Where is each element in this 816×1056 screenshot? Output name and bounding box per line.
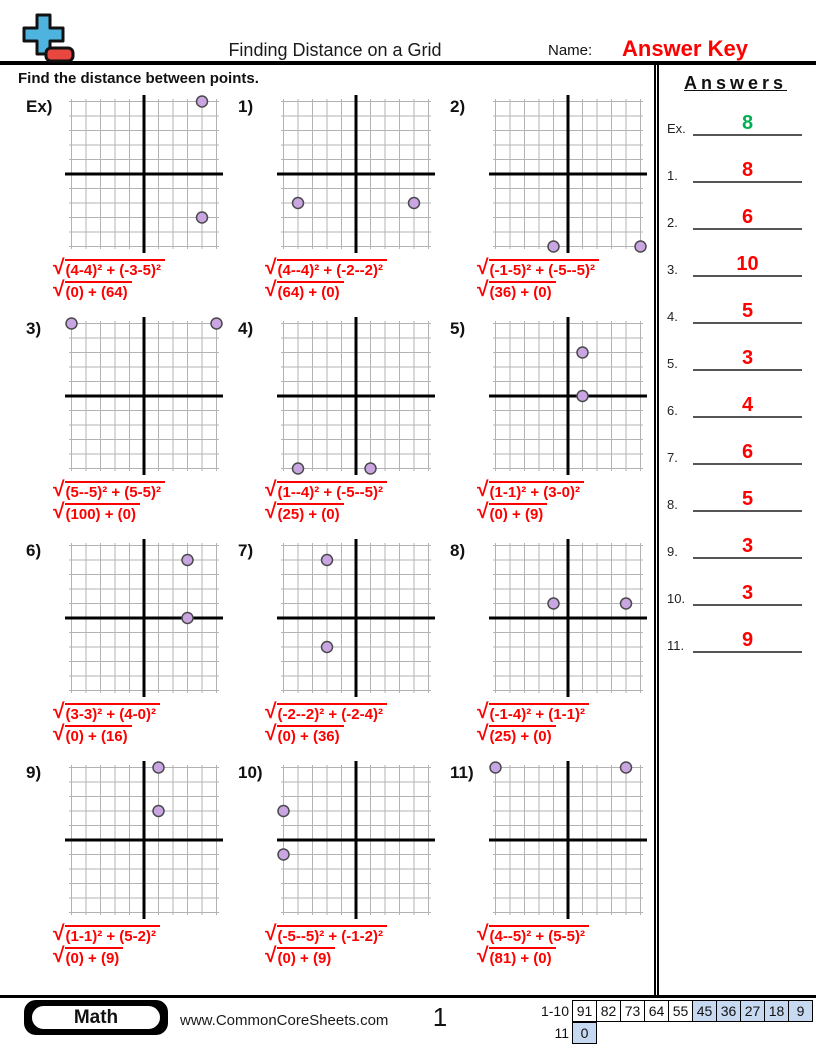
instruction-text: Find the distance between points. xyxy=(18,70,259,87)
problem-label: 4) xyxy=(238,319,254,338)
answer-value: 3 xyxy=(741,582,754,604)
grid-point xyxy=(293,463,304,474)
answer-blank-line xyxy=(693,207,802,230)
problem-5 xyxy=(444,317,654,539)
grid-point xyxy=(197,96,208,107)
radical-sign: √ xyxy=(477,500,489,524)
score-row-label: 11 xyxy=(554,1025,569,1041)
radical-sign: √ xyxy=(53,722,65,746)
answer-row-7 xyxy=(667,441,802,465)
distance-formula-step1: √ (1-1)² + (3-0)² xyxy=(477,481,584,501)
coordinate-grid xyxy=(277,317,435,475)
subject-label: Math xyxy=(30,1004,162,1031)
radical-sign: √ xyxy=(53,944,65,968)
radical-sign: √ xyxy=(265,922,277,945)
radical-sign: √ xyxy=(265,944,277,968)
problem-2 xyxy=(444,95,654,317)
distance-formula-step2: √ (0) + (16) xyxy=(53,725,132,745)
answer-row-2 xyxy=(667,206,802,230)
radical-sign: √ xyxy=(477,256,489,279)
radical-sign: √ xyxy=(265,500,277,524)
website-url: www.CommonCoreSheets.com xyxy=(180,1012,389,1029)
problem-label: 2) xyxy=(450,97,466,116)
grid-point xyxy=(278,806,289,817)
score-cell: 36 xyxy=(716,1000,741,1022)
radical-sign: √ xyxy=(477,278,489,302)
answers-list xyxy=(665,112,806,653)
answer-row-9 xyxy=(667,535,802,559)
grid-point xyxy=(409,198,420,209)
problem-label: Ex) xyxy=(26,97,53,116)
problem-3 xyxy=(20,317,232,539)
problem-11 xyxy=(444,761,654,983)
distance-formula-step1: √ (4--5)² + (5-5)² xyxy=(477,925,589,945)
score-row xyxy=(531,1022,813,1044)
answer-label: 5. xyxy=(667,356,678,371)
distance-formula-step1: √ (1--4)² + (-5--5)² xyxy=(265,481,387,501)
problem-label: 7) xyxy=(238,541,254,560)
distance-formula-step1: √ (-2--2)² + (-2-4)² xyxy=(265,703,387,723)
answer-label: 2. xyxy=(667,215,678,230)
answer-row-1 xyxy=(667,159,802,183)
score-table xyxy=(531,1000,813,1044)
answer-row-3 xyxy=(667,253,802,277)
answer-row-Ex xyxy=(667,112,802,136)
problem-1 xyxy=(232,95,444,317)
distance-formula-step1: √ (-5--5)² + (-1-2)² xyxy=(265,925,387,945)
distance-formula-step1: √ (3-3)² + (4-0)² xyxy=(53,703,160,723)
answer-row-11 xyxy=(667,629,802,653)
answer-blank-line xyxy=(693,301,802,324)
problem-6 xyxy=(20,539,232,761)
problem-4 xyxy=(232,317,444,539)
problem-label: 6) xyxy=(26,541,42,560)
score-cell: 73 xyxy=(620,1000,645,1022)
grid-point xyxy=(548,241,559,252)
radical-sign: √ xyxy=(265,700,277,723)
radical-sign: √ xyxy=(477,922,489,945)
header xyxy=(0,0,816,65)
distance-formula-step2: √ (0) + (9) xyxy=(265,947,335,967)
distance-formula-step1: √ (-1-4)² + (1-1)² xyxy=(477,703,589,723)
footer xyxy=(0,995,816,1042)
score-row xyxy=(531,1000,813,1022)
score-cell: 0 xyxy=(572,1022,597,1044)
answer-value: 10 xyxy=(736,253,759,275)
distance-formula-step2: √ (64) + (0) xyxy=(265,281,344,301)
answer-blank-line xyxy=(693,395,802,418)
grid-point xyxy=(322,555,333,566)
answer-key-label: Answer Key xyxy=(622,36,748,61)
score-cell: 9 xyxy=(788,1000,813,1022)
problem-label: 11) xyxy=(450,763,474,782)
score-cell: 45 xyxy=(692,1000,717,1022)
grid-point xyxy=(211,318,222,329)
problem-label: 1) xyxy=(238,97,254,116)
radical-sign: √ xyxy=(265,256,277,279)
answer-label: 9. xyxy=(667,544,678,559)
grid-point xyxy=(621,598,632,609)
answer-blank-line xyxy=(693,583,802,606)
answer-blank-line xyxy=(693,442,802,465)
radical-sign: √ xyxy=(53,500,65,524)
answer-value: 8 xyxy=(741,159,754,181)
distance-formula-step2: √ (25) + (0) xyxy=(477,725,556,745)
coordinate-grid xyxy=(489,95,647,253)
answer-blank-line xyxy=(693,348,802,371)
grid-point xyxy=(182,613,193,624)
distance-formula-step2: √ (100) + (0) xyxy=(53,503,140,523)
distance-formula-step1: √ (4-4)² + (-3-5)² xyxy=(53,259,165,279)
page-title: Finding Distance on a Grid xyxy=(228,40,442,60)
distance-formula-step1: √ (4--4)² + (-2--2)² xyxy=(265,259,387,279)
answer-row-4 xyxy=(667,300,802,324)
grid-point xyxy=(635,241,646,252)
grid-point xyxy=(182,555,193,566)
grid-point xyxy=(365,463,376,474)
problems-grid xyxy=(20,95,654,983)
answer-value: 6 xyxy=(741,206,754,228)
distance-formula-step1: √ (1-1)² + (5-2)² xyxy=(53,925,160,945)
distance-formula-step1: √ (-1-5)² + (-5--5)² xyxy=(477,259,599,279)
answer-blank-line xyxy=(693,630,802,653)
radical-sign: √ xyxy=(265,722,277,746)
grid-point xyxy=(548,598,559,609)
radical-sign: √ xyxy=(477,700,489,723)
problem-10 xyxy=(232,761,444,983)
grid-point xyxy=(66,318,77,329)
grid-point xyxy=(322,642,333,653)
answer-label: 8. xyxy=(667,497,678,512)
coordinate-grid xyxy=(65,539,223,697)
score-cell: 55 xyxy=(668,1000,693,1022)
page-number: 1 xyxy=(432,1002,448,1032)
answer-label: 6. xyxy=(667,403,678,418)
answers-title: Answers xyxy=(683,73,788,93)
answers-panel xyxy=(654,65,816,997)
grid-point xyxy=(293,198,304,209)
grid-point xyxy=(278,849,289,860)
coordinate-grid xyxy=(277,539,435,697)
coordinate-grid xyxy=(65,761,223,919)
radical-sign: √ xyxy=(265,278,277,302)
answer-value: 3 xyxy=(741,347,754,369)
answer-value: 5 xyxy=(741,488,754,510)
grid-point xyxy=(621,762,632,773)
distance-formula-step2: √ (0) + (36) xyxy=(265,725,344,745)
grid-point xyxy=(197,212,208,223)
grid-point xyxy=(153,806,164,817)
answer-label: Ex. xyxy=(667,121,686,136)
answer-value: 8 xyxy=(741,112,754,134)
score-cell: 91 xyxy=(572,1000,597,1022)
answer-value: 3 xyxy=(741,535,754,557)
problem-label: 10) xyxy=(238,763,263,782)
distance-formula-step2: √ (0) + (9) xyxy=(53,947,123,967)
answer-blank-line xyxy=(693,536,802,559)
coordinate-grid xyxy=(277,95,435,253)
answer-blank-line xyxy=(693,489,802,512)
score-cell: 82 xyxy=(596,1000,621,1022)
answer-label: 3. xyxy=(667,262,678,277)
answer-value: 9 xyxy=(741,629,754,651)
grid-point xyxy=(490,762,501,773)
coordinate-grid xyxy=(489,317,647,475)
answer-value: 5 xyxy=(741,300,754,322)
answer-label: 11. xyxy=(667,638,685,653)
answer-value: 6 xyxy=(741,441,754,463)
radical-sign: √ xyxy=(265,478,277,501)
distance-formula-step1: √ (5--5)² + (5-5)² xyxy=(53,481,165,501)
distance-formula-step2: √ (36) + (0) xyxy=(477,281,556,301)
coordinate-grid xyxy=(65,317,223,475)
coordinate-grid xyxy=(489,539,647,697)
grid-point xyxy=(577,347,588,358)
plus-minus-icon xyxy=(16,12,78,69)
score-cell: 64 xyxy=(644,1000,669,1022)
problem-9 xyxy=(20,761,232,983)
answer-row-6 xyxy=(667,394,802,418)
answer-label: 10. xyxy=(667,591,686,606)
problem-label: 5) xyxy=(450,319,466,338)
subject-badge xyxy=(24,1000,168,1035)
answer-row-5 xyxy=(667,347,802,371)
radical-sign: √ xyxy=(477,722,489,746)
answer-blank-line xyxy=(693,113,802,136)
radical-sign: √ xyxy=(53,478,65,501)
score-row-label: 1-10 xyxy=(540,1003,569,1019)
score-cell: 27 xyxy=(740,1000,765,1022)
answer-row-10 xyxy=(667,582,802,606)
problem-label: 9) xyxy=(26,763,42,782)
problem-Ex xyxy=(20,95,232,317)
radical-sign: √ xyxy=(477,478,489,501)
problem-8 xyxy=(444,539,654,761)
answer-value: 4 xyxy=(741,394,754,416)
coordinate-grid xyxy=(277,761,435,919)
problem-label: 3) xyxy=(26,319,42,338)
distance-formula-step2: √ (25) + (0) xyxy=(265,503,344,523)
coordinate-grid xyxy=(489,761,647,919)
distance-formula-step2: √ (0) + (64) xyxy=(53,281,132,301)
answer-label: 7. xyxy=(667,450,678,465)
answer-row-8 xyxy=(667,488,802,512)
answer-label: 1. xyxy=(667,168,678,183)
score-cell: 18 xyxy=(764,1000,789,1022)
coordinate-grid xyxy=(65,95,223,253)
distance-formula-step2: √ (0) + (9) xyxy=(477,503,547,523)
radical-sign: √ xyxy=(53,922,65,945)
grid-point xyxy=(153,762,164,773)
distance-formula-step2: √ (81) + (0) xyxy=(477,947,556,967)
problem-7 xyxy=(232,539,444,761)
name-label: Name: xyxy=(548,42,593,59)
answer-blank-line xyxy=(693,254,802,277)
radical-sign: √ xyxy=(53,256,65,279)
radical-sign: √ xyxy=(53,278,65,302)
grid-point xyxy=(577,391,588,402)
radical-sign: √ xyxy=(53,700,65,723)
radical-sign: √ xyxy=(477,944,489,968)
answer-label: 4. xyxy=(667,309,678,324)
problem-label: 8) xyxy=(450,541,466,560)
answer-blank-line xyxy=(693,160,802,183)
